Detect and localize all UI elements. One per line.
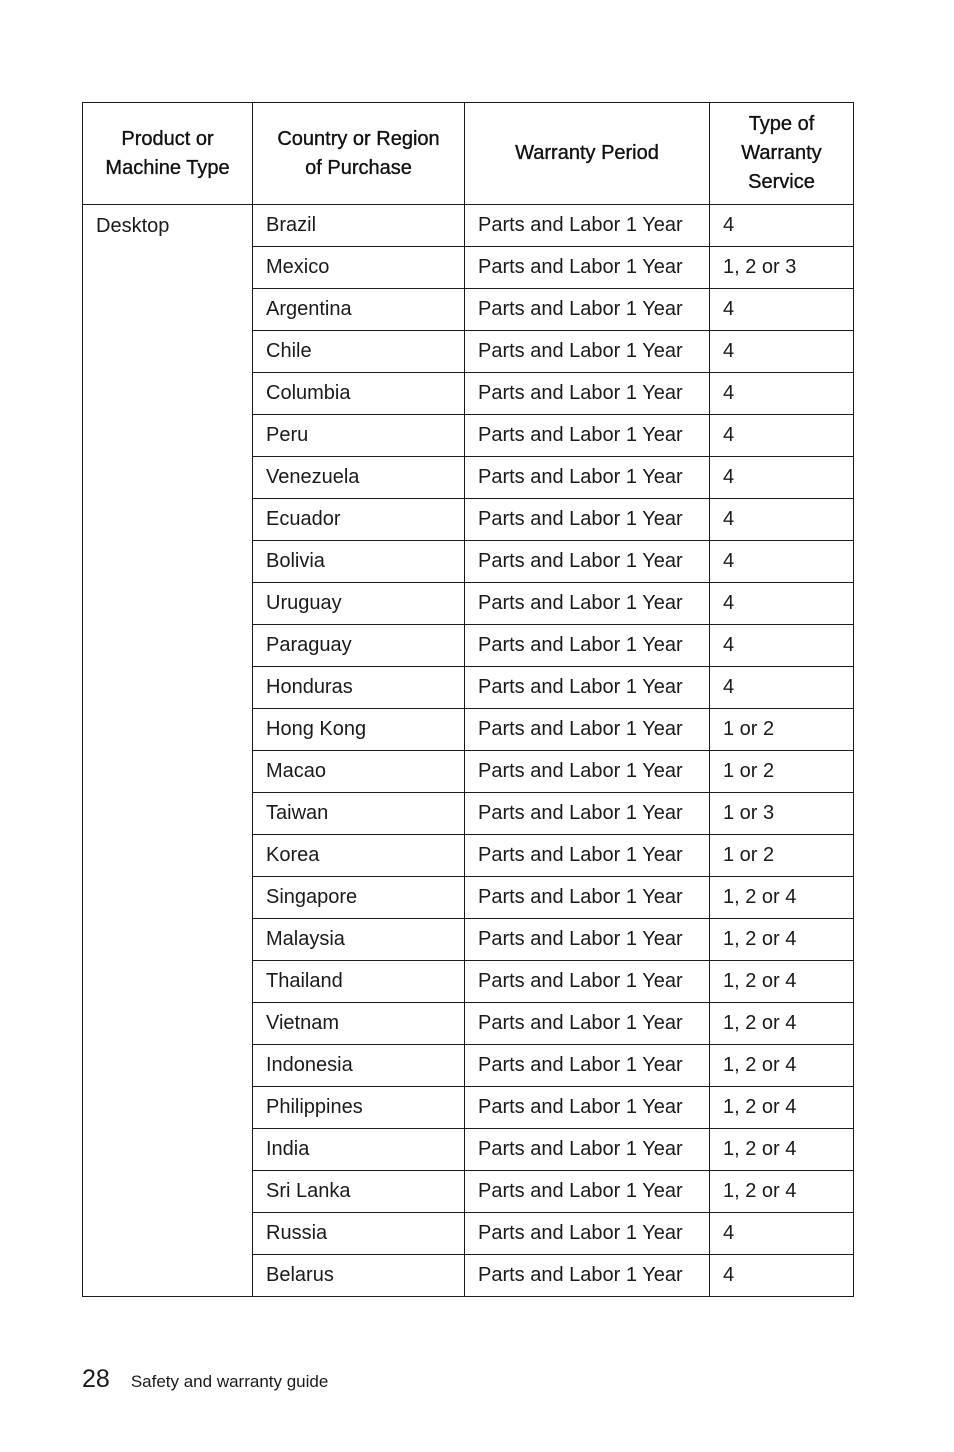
service-type-cell: 1 or 2 bbox=[710, 751, 854, 793]
service-type-cell: 1, 2 or 4 bbox=[710, 1171, 854, 1213]
header-line: Machine Type bbox=[105, 156, 230, 179]
page-footer bbox=[82, 1365, 328, 1394]
country-cell: Russia bbox=[253, 1213, 465, 1255]
warranty-period-cell: Parts and Labor 1 Year bbox=[465, 205, 710, 247]
country-cell: Peru bbox=[253, 415, 465, 457]
table-header bbox=[83, 103, 854, 205]
country-cell: Taiwan bbox=[253, 793, 465, 835]
country-cell: Columbia bbox=[253, 373, 465, 415]
service-type-cell: 4 bbox=[710, 1213, 854, 1255]
service-type-cell: 1, 2 or 4 bbox=[710, 1045, 854, 1087]
warranty-period-cell: Parts and Labor 1 Year bbox=[465, 499, 710, 541]
country-cell: Philippines bbox=[253, 1087, 465, 1129]
service-type-cell: 4 bbox=[710, 541, 854, 583]
header-row bbox=[83, 103, 854, 205]
warranty-period-cell: Parts and Labor 1 Year bbox=[465, 1213, 710, 1255]
warranty-period-cell: Parts and Labor 1 Year bbox=[465, 877, 710, 919]
service-type-cell: 4 bbox=[710, 667, 854, 709]
service-type-cell: 4 bbox=[710, 499, 854, 541]
table-body bbox=[83, 205, 854, 1297]
country-cell: Ecuador bbox=[253, 499, 465, 541]
warranty-table bbox=[82, 102, 854, 1297]
table-row bbox=[83, 205, 854, 247]
header-product-machine-type bbox=[83, 103, 253, 205]
warranty-period-cell: Parts and Labor 1 Year bbox=[465, 289, 710, 331]
country-cell: Belarus bbox=[253, 1255, 465, 1297]
country-cell: Hong Kong bbox=[253, 709, 465, 751]
service-type-cell: 4 bbox=[710, 373, 854, 415]
country-cell: Thailand bbox=[253, 961, 465, 1003]
header-line: Product or bbox=[121, 127, 214, 150]
service-type-cell: 4 bbox=[710, 457, 854, 499]
warranty-period-cell: Parts and Labor 1 Year bbox=[465, 835, 710, 877]
service-type-cell: 1 or 2 bbox=[710, 835, 854, 877]
country-cell: Honduras bbox=[253, 667, 465, 709]
page-number: 28 bbox=[82, 1365, 110, 1393]
service-type-cell: 4 bbox=[710, 415, 854, 457]
country-cell: Venezuela bbox=[253, 457, 465, 499]
service-type-cell: 1, 2 or 4 bbox=[710, 961, 854, 1003]
service-type-cell: 1, 2 or 4 bbox=[710, 1087, 854, 1129]
country-cell: Indonesia bbox=[253, 1045, 465, 1087]
warranty-period-cell: Parts and Labor 1 Year bbox=[465, 1255, 710, 1297]
header-line: Type of bbox=[748, 113, 815, 135]
product-type-cell: Desktop bbox=[83, 205, 253, 1297]
warranty-period-cell: Parts and Labor 1 Year bbox=[465, 1045, 710, 1087]
warranty-period-cell: Parts and Labor 1 Year bbox=[465, 793, 710, 835]
warranty-period-cell: Parts and Labor 1 Year bbox=[465, 457, 710, 499]
warranty-period-cell: Parts and Labor 1 Year bbox=[465, 541, 710, 583]
country-cell: Bolivia bbox=[253, 541, 465, 583]
header-warranty-service-type bbox=[710, 103, 854, 205]
country-cell: Chile bbox=[253, 331, 465, 373]
header-warranty-period bbox=[465, 103, 710, 205]
header-line: Service bbox=[748, 171, 815, 193]
service-type-cell: 4 bbox=[710, 625, 854, 667]
service-type-cell: 4 bbox=[710, 205, 854, 247]
warranty-period-cell: Parts and Labor 1 Year bbox=[465, 961, 710, 1003]
header-country-region bbox=[253, 103, 465, 205]
country-cell: Uruguay bbox=[253, 583, 465, 625]
service-type-cell: 1, 2 or 3 bbox=[710, 247, 854, 289]
warranty-period-cell: Parts and Labor 1 Year bbox=[465, 1171, 710, 1213]
warranty-period-cell: Parts and Labor 1 Year bbox=[465, 583, 710, 625]
warranty-period-cell: Parts and Labor 1 Year bbox=[465, 1087, 710, 1129]
warranty-period-cell: Parts and Labor 1 Year bbox=[465, 667, 710, 709]
country-cell: Vietnam bbox=[253, 1003, 465, 1045]
country-cell: Mexico bbox=[253, 247, 465, 289]
service-type-cell: 4 bbox=[710, 331, 854, 373]
service-type-cell: 4 bbox=[710, 289, 854, 331]
country-cell: Argentina bbox=[253, 289, 465, 331]
country-cell: Brazil bbox=[253, 205, 465, 247]
header-line: Warranty Period bbox=[515, 142, 659, 164]
service-type-cell: 4 bbox=[710, 1255, 854, 1297]
header-line: of Purchase bbox=[305, 156, 412, 179]
header-line: Country or Region bbox=[277, 127, 440, 150]
warranty-period-cell: Parts and Labor 1 Year bbox=[465, 1003, 710, 1045]
warranty-period-cell: Parts and Labor 1 Year bbox=[465, 1129, 710, 1171]
warranty-period-cell: Parts and Labor 1 Year bbox=[465, 415, 710, 457]
warranty-period-cell: Parts and Labor 1 Year bbox=[465, 373, 710, 415]
header-line: Warranty bbox=[741, 142, 822, 164]
service-type-cell: 1 or 2 bbox=[710, 709, 854, 751]
service-type-cell: 1, 2 or 4 bbox=[710, 1003, 854, 1045]
country-cell: Malaysia bbox=[253, 919, 465, 961]
warranty-period-cell: Parts and Labor 1 Year bbox=[465, 247, 710, 289]
country-cell: Macao bbox=[253, 751, 465, 793]
service-type-cell: 1, 2 or 4 bbox=[710, 877, 854, 919]
warranty-period-cell: Parts and Labor 1 Year bbox=[465, 751, 710, 793]
country-cell: India bbox=[253, 1129, 465, 1171]
document-title: Safety and warranty guide bbox=[130, 1372, 329, 1391]
service-type-cell: 4 bbox=[710, 583, 854, 625]
service-type-cell: 1, 2 or 4 bbox=[710, 919, 854, 961]
country-cell: Paraguay bbox=[253, 625, 465, 667]
warranty-period-cell: Parts and Labor 1 Year bbox=[465, 709, 710, 751]
warranty-period-cell: Parts and Labor 1 Year bbox=[465, 919, 710, 961]
warranty-period-cell: Parts and Labor 1 Year bbox=[465, 625, 710, 667]
country-cell: Korea bbox=[253, 835, 465, 877]
service-type-cell: 1 or 3 bbox=[710, 793, 854, 835]
warranty-period-cell: Parts and Labor 1 Year bbox=[465, 331, 710, 373]
country-cell: Singapore bbox=[253, 877, 465, 919]
country-cell: Sri Lanka bbox=[253, 1171, 465, 1213]
service-type-cell: 1, 2 or 4 bbox=[710, 1129, 854, 1171]
